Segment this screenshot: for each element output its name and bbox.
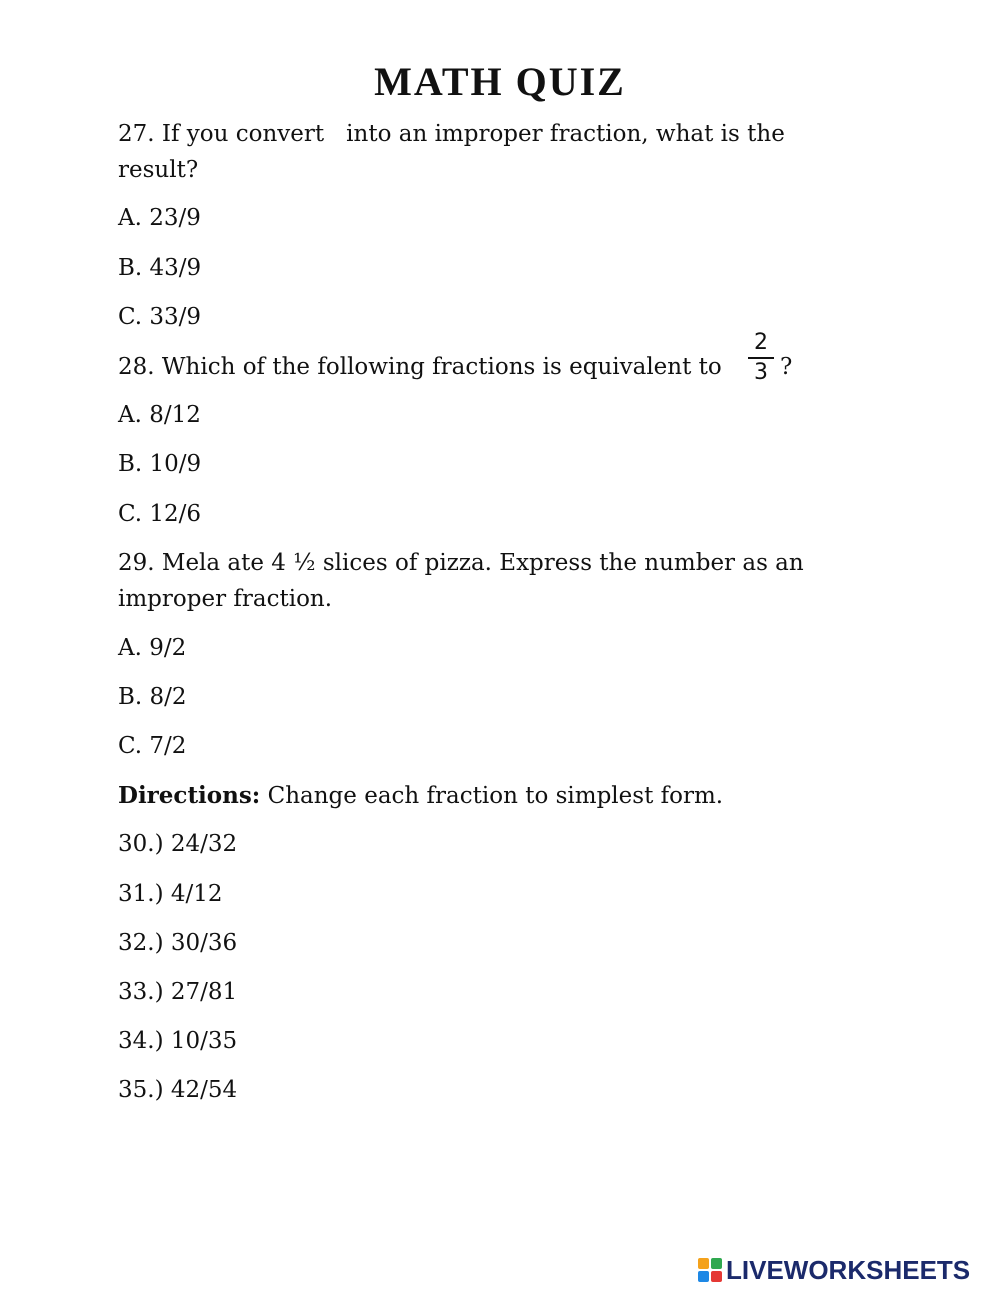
- exercise-30: 30.) 24/32: [118, 831, 238, 857]
- directions: [118, 778, 723, 814]
- directions-text: Change each fraction to simplest form.: [260, 783, 724, 809]
- liveworksheets-logo: [698, 1252, 970, 1288]
- question-28-question-mark: ?: [780, 354, 793, 380]
- fraction-two-thirds: [748, 331, 774, 385]
- exercise-34: 34.) 10/35: [118, 1028, 238, 1054]
- logo-block-4: [711, 1271, 722, 1282]
- question-29-line-1: 29. Mela ate 4 ½ slices of pizza. Express the number as an: [118, 550, 804, 576]
- question-27-line-2: result?: [118, 157, 199, 183]
- logo-block-2: [711, 1258, 722, 1269]
- question-28-option-a: A. 8/12: [118, 402, 201, 428]
- directions-label: Directions:: [118, 782, 261, 809]
- fraction-bar: [748, 357, 774, 359]
- question-29-option-c: C. 7/2: [118, 733, 187, 759]
- fraction-denominator: 3: [754, 360, 768, 385]
- page-title: MATH QUIZ: [374, 59, 626, 104]
- logo-block-1: [698, 1258, 709, 1269]
- question-27-line-1: [118, 116, 785, 152]
- question-27-option-b: B. 43/9: [118, 255, 202, 281]
- exercise-32: 32.) 30/36: [118, 930, 238, 956]
- logo-text: LIVEWORKSHEETS: [726, 1254, 971, 1285]
- question-29-line-2: improper fraction.: [118, 586, 333, 612]
- question-29-option-b: B. 8/2: [118, 684, 187, 710]
- question-28-text: 28. Which of the following fractions is equivalent to: [118, 354, 722, 380]
- question-27-option-a: A. 23/9: [118, 205, 201, 231]
- exercise-33: 33.) 27/81: [118, 979, 238, 1005]
- fraction-numerator: 2: [754, 330, 768, 355]
- exercise-35: 35.) 42/54: [118, 1077, 238, 1103]
- exercise-31: 31.) 4/12: [118, 881, 223, 907]
- question-27-text-end: into an improper fraction, what is the: [346, 121, 785, 147]
- question-27-text-start: 27. If you convert: [118, 121, 325, 147]
- logo-blocks-icon: [698, 1258, 722, 1282]
- question-28-option-c: C. 12/6: [118, 501, 202, 527]
- question-29-option-a: A. 9/2: [118, 635, 187, 661]
- question-27-option-c: C. 33/9: [118, 304, 202, 330]
- logo-block-3: [698, 1271, 709, 1282]
- question-28-option-b: B. 10/9: [118, 451, 202, 477]
